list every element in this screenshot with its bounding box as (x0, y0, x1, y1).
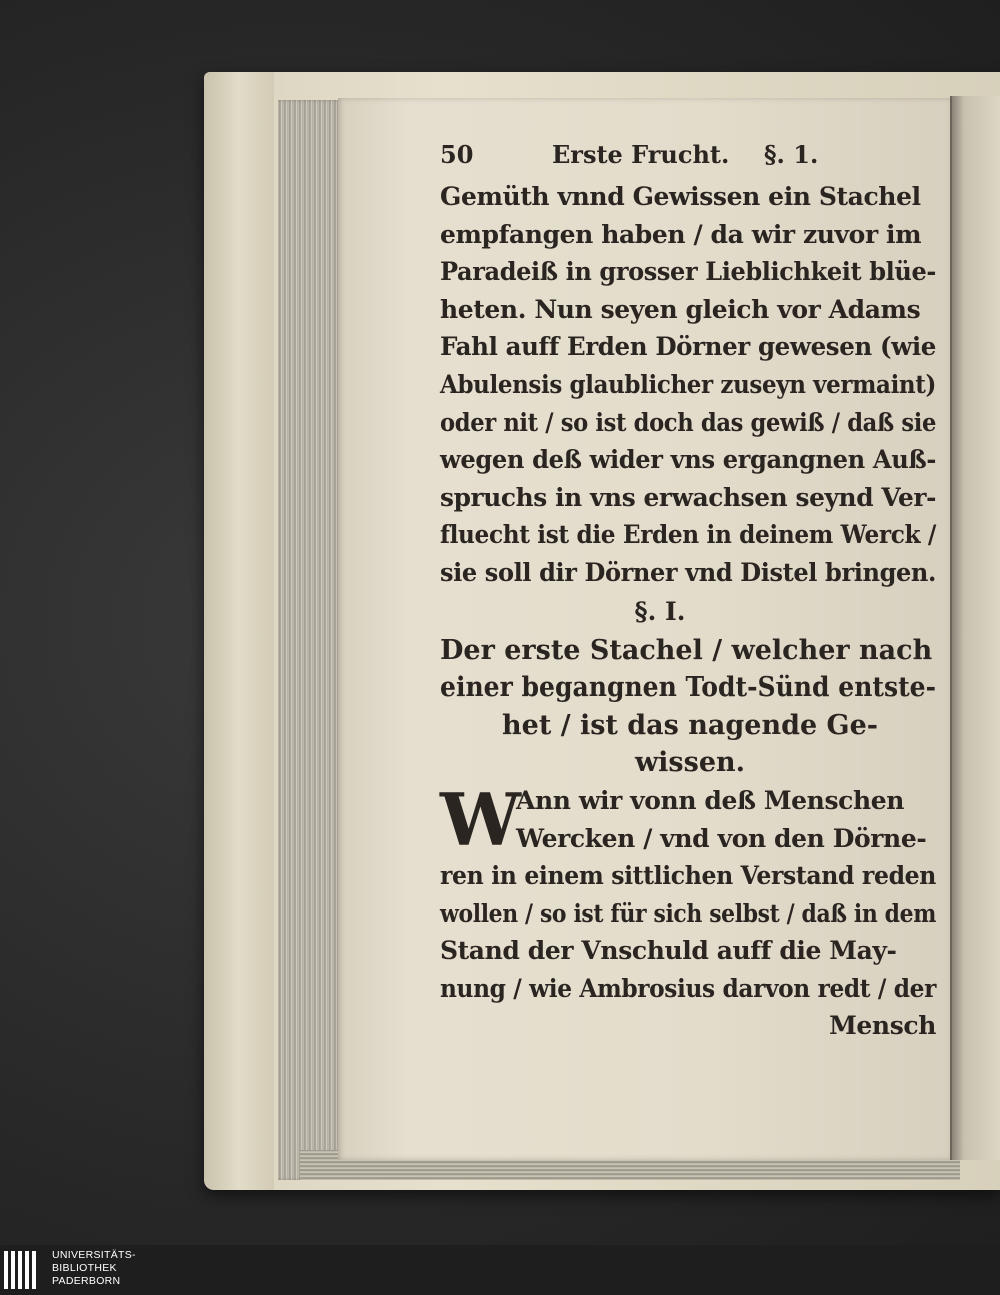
heading-line: Der erste Stachel / welcher nach (440, 634, 933, 666)
heading-line: het / ist das nagende Ge- (502, 709, 878, 741)
page-number: 50 (440, 140, 474, 169)
library-logo-text (52, 1249, 136, 1288)
text-block (440, 138, 940, 1045)
text-line: Stand der Vnschuld auff die May- (440, 936, 897, 966)
library-footer (0, 1245, 1000, 1295)
cover-fold (204, 72, 274, 1190)
text-line: ren in einem sittlichen Verstand reden (440, 861, 936, 891)
text-line: empfangen haben / da wir zuvor im (440, 219, 922, 249)
text-line: spruchs in vns erwachsen seynd Ver- (440, 482, 936, 512)
text-line: wegen deß wider vns ergangnen Auß- (440, 445, 936, 475)
text-line: oder nit / so ist doch das gewiß / daß sie (440, 407, 936, 437)
text-line: fluecht ist die Erden in deinem Werck / (440, 520, 936, 550)
right-page-sliver (952, 96, 1000, 1160)
page-stack-edge (278, 100, 340, 1180)
drop-initial: W (440, 776, 521, 862)
library-logo-icon (4, 1251, 44, 1289)
heading-line: einer begangnen Todt-Sünd entste- (440, 672, 936, 704)
text-line: heten. Nun seyen gleich vor Adams (440, 294, 921, 324)
section-heading (440, 632, 940, 782)
text-lines-before (440, 178, 940, 592)
text-line: Wercken / vnd von den Dörne- (516, 823, 927, 853)
logo-line: PADERBORN (52, 1275, 121, 1287)
logo-line: UNIVERSITÄTS- (52, 1249, 136, 1261)
text-line: Ann wir vonn deß Menschen (516, 785, 904, 815)
section-mark: §. I. (634, 596, 686, 626)
text-line: sie soll dir Dörner vnd Distel bringen. (440, 557, 936, 587)
paragraph (440, 776, 940, 1045)
running-title: Erste Frucht. (552, 140, 730, 169)
catchword: Mensch (829, 1011, 936, 1041)
text-line: nung / wie Ambrosius darvon redt / der (440, 973, 936, 1003)
section-ref: §. 1. (764, 140, 819, 169)
text-line: Paradeiß in grosser Lieblichkeit blüe- (440, 257, 936, 287)
running-header (440, 138, 940, 178)
text-line: Abulensis glaublicher zuseyn vermaint) (440, 369, 936, 399)
heading-line: wissen. (634, 747, 746, 779)
text-line: wollen / so ist für sich selbst / daß in dem (440, 898, 936, 928)
logo-line: BIBLIOTHEK (52, 1262, 117, 1274)
text-line: Fahl auff Erden Dörner gewesen (wie (440, 332, 936, 362)
text-line: Gemüth vnnd Gewissen ein Stachel (440, 182, 921, 211)
